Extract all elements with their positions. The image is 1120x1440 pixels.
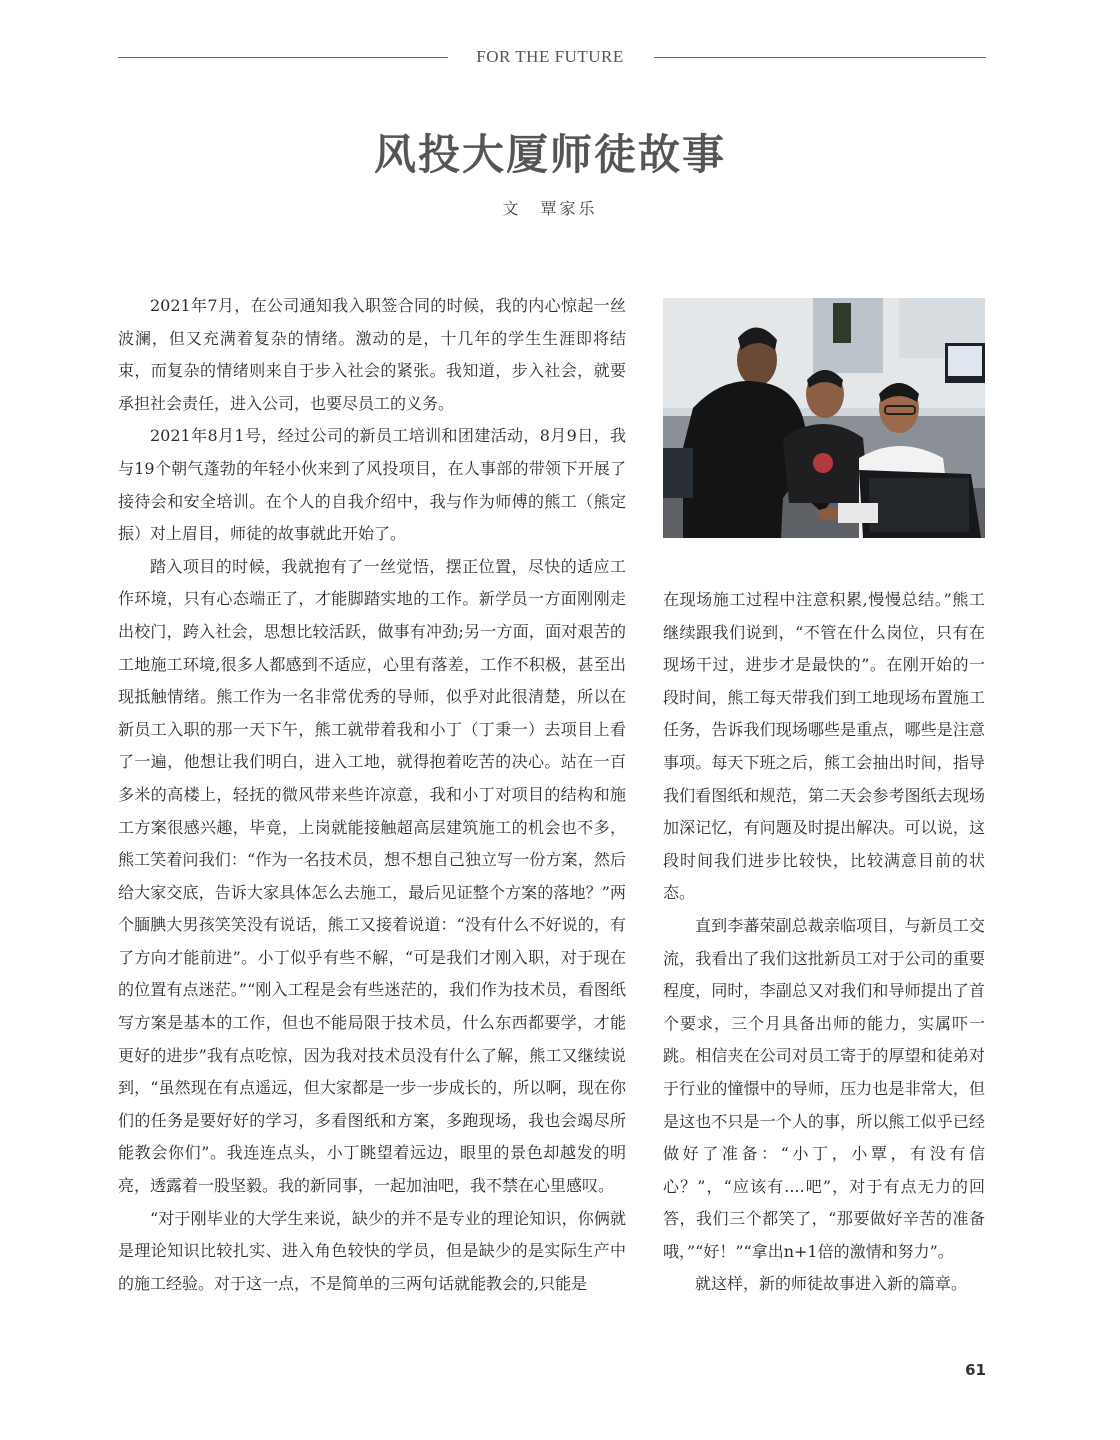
article-byline: 文 覃家乐 xyxy=(502,199,598,218)
header-rule-right xyxy=(654,57,986,58)
page-number: 61 xyxy=(965,1361,986,1379)
header-rule-left xyxy=(118,57,448,58)
right-column xyxy=(663,584,985,1301)
section-header: FOR THE FUTURE xyxy=(476,47,624,66)
paragraph-1: 2021年7月，在公司通知我入职签合同的时候，我的内心惊起一丝波澜，但又充满着复杂的情绪。激动的是，十几年的学生生涯即将结束，而复杂的情绪则来自于步入社会的紧张。我知道，步入社会，就要承担社会责任，进入公司，也要尽员工的义务。 xyxy=(118,296,626,413)
paragraph-6: 直到李蕃荣副总裁亲临项目，与新员工交流，我看出了我们这批新员工对于公司的重要程度，同时，李副总又对我们和导师提出了首个要求，三个月具备出师的能力，实属吓一跳。相信夹在公司对员工寄于的厚望和徒弟对于行业的憧憬中的导师，压力也是非常大，但是这也不只是一个人的事，所以熊工似乎已经做好了准备：“小丁，小覃，有没有信心？”，“应该有....吧”，对于有点无力的回答，我们三个都笑了，“那要做好辛苦的准备哦，”“好！”“拿出n+1倍的激情和努力”。 xyxy=(663,915,985,1261)
article-photo xyxy=(663,298,985,538)
paragraph-7: 就这样，新的师徒故事进入新的篇章。 xyxy=(695,1274,968,1294)
office-scene-illustration xyxy=(663,298,985,538)
paragraph-5: 在现场施工过程中注意积累,慢慢总结。”熊工继续跟我们说到，“不管在什么岗位，只有在现场干过，进步才是最快的”。在刚开始的一段时间，熊工每天带我们到工地现场布置施工任务，告诉我们现场哪些是重点，哪些是注意事项。每天下班之后，熊工会抽出时间，指导我们看图纸和规范，第二天会参考图纸去现场加深记忆，有问题及时提出解决。可以说，这段时间我们进步比较快，比较满意目前的状态。 xyxy=(663,590,985,903)
left-column xyxy=(118,290,626,1300)
paragraph-3: 踏入项目的时候，我就抱有了一丝觉悟，摆正位置，尽快的适应工作环境，只有心态端正了，才能脚踏实地的工作。新学员一方面刚刚走出校门，跨入社会，思想比较活跃，做事有冲劲;另一方面，面对艰苦的工地施工环境,很多人都感到不适应，心里有落差，工作不积极，甚至出现抵触情绪。熊工作为一名非常优秀的导师，似乎对此很清楚，所以在新员工入职的那一天下午，熊工就带着我和小丁（丁秉一）去项目上看了一遍，他想让我们明白，进入工地，就得抱着吃苦的决心。站在一百多米的高楼上，轻抚的微风带来些许凉意，我和小丁对项目的结构和施工方案很感兴趣，毕竟，上岗就能接触超高层建筑施工的机会也不多，熊工笑着问我们：“作为一名技术员，想不想自己独立写一份方案，然后给大家交底，告诉大家具体怎么去施工，最后见证整个方案的落地？”两个腼腆大男孩笑笑没有说话，熊工又接着说道：“没有什么不好说的，有了方向才能前进”。小丁似乎有些不解，“可是我们才刚入职，对于现在的位置有点迷茫。”“刚入工程是会有些迷茫的，我们作为技术员，看图纸写方案是基本的工作，但也不能局限于技术员，什么东西都要学，才能更好的进步”我有点吃惊，因为我对技术员没有什么了解，熊工又继续说到，“虽然现在有点遥远，但大家都是一步一步成长的，所以啊，现在你们的任务是要好好的学习，多看图纸和方案，多跑现场，我也会竭尽所能教会你们”。我连连点头，小丁眺望着远边，眼里的景色却越发的明亮，透露着一股坚毅。我的新同事，一起加油吧，我不禁在心里感叹。 xyxy=(118,556,626,1196)
article-title: 风投大厦师徒故事 xyxy=(373,130,726,179)
paragraph-2: 2021年8月1号，经过公司的新员工培训和团建活动，8月9日，我与19个朝气蓬勃的年轻小伙来到了风投项目，在人事部的带领下开展了接待会和安全培训。在个人的自我介绍中，我与作为师傅的熊工（熊定振）对上眉目，师徒的故事就此开始了。 xyxy=(118,426,626,544)
paragraph-4: “对于刚毕业的大学生来说，缺少的并不是专业的理论知识，你俩就是理论知识比较扎实、进入角色较快的学员，但是缺少的是实际生产中的施工经验。对于这一点，不是简单的三两句话就能教会的,只能是 xyxy=(118,1208,626,1293)
